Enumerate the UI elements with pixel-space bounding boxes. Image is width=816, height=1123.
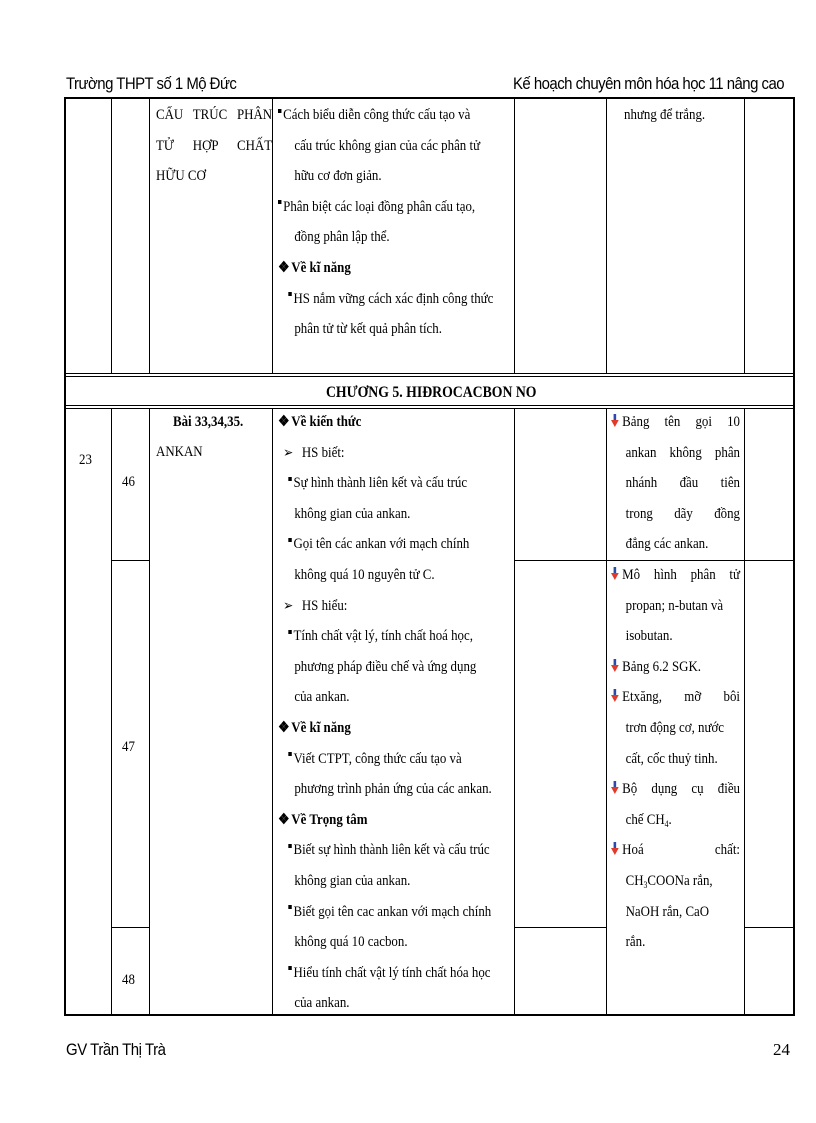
content-line: Phân biệt các loại đồng phân cấu tạo, [278,192,510,223]
content-line: Tính chất vật lý, tính chất hoá học, [278,621,519,652]
content-line: của ankan. [294,995,350,1012]
resource-line: rắn. [625,934,646,951]
resource-line: cất, cốc thuỷ tinh. [625,750,718,767]
content-line: cấu trúc không gian của các phân tử [294,137,481,154]
top-content [278,100,510,345]
content-line: Cách biểu diễn công thức cấu tạo và [278,100,510,131]
col-line [111,97,112,373]
week-number: 23 [79,452,92,468]
col-line [744,97,745,373]
col-line [149,97,150,373]
down-arrow-bullet-icon [611,842,619,855]
content-line: không quá 10 nguyên tử C. [294,566,435,583]
skills-heading: ❖ Về kĩ năng [278,259,351,276]
col-line [606,408,607,1015]
page-number: 24 [773,1040,790,1059]
col-line [111,408,112,1015]
content-line: Biết gọi tên cac ankan với mạch chính [278,897,519,928]
diamond-bullet-icon: ❖ [278,414,290,430]
lesson-content [278,407,519,1019]
diamond-bullet-icon: ❖ [278,259,290,276]
table-top-border [64,97,795,99]
understand-heading: ➢ HS hiểu: [283,597,348,614]
content-line: HS nắm vững cách xác định công thức [278,284,510,315]
focus-heading: ❖ Về Trọng tâm [278,811,368,828]
resource-line: propan; n-butan và [625,597,724,614]
resource-line: $CH_3COONa$ rắn, [625,872,713,890]
resource-line: Bảng tên gọi 10 [611,407,740,438]
title-line: HỮU CƠ [156,168,206,185]
resource-line: Mô hình phân tử [611,560,740,591]
table-right-border [793,97,795,1016]
resource-line: trơn động cơ, nước [625,719,725,736]
period-divider [744,927,795,928]
resource-line: Hoá chất: [611,835,740,866]
diamond-bullet-icon: ❖ [278,811,290,828]
resource-line: Bộ dụng cụ điều [611,774,740,805]
chapter-title: CHƯƠNG 5. HIĐROCACBON NO [326,384,537,401]
content-line: phân tử từ kết quả phân tích. [294,321,442,338]
know-heading: ➢ HS biết: [283,444,345,461]
resource-line: Etxăng, mỡ bôi [611,682,740,713]
teacher-name: GV Trần Thị Trà [66,1040,166,1059]
top-lesson-title [156,100,272,192]
resource-line: Bảng 6.2 SGK. [611,652,740,683]
period-number: 47 [122,739,135,755]
period-divider [111,927,149,928]
content-line: phương pháp điều chế và ứng dụng [294,658,477,675]
top-resources: nhưng để trắng. [624,107,706,123]
arrow-bullet-icon: ➢ [283,598,294,614]
period-number: 46 [122,474,135,490]
skills-heading: ❖ Về kĩ năng [278,719,351,736]
col-line [272,408,273,1015]
resource-line: isobutan. [625,628,673,645]
lesson-resources [611,407,740,958]
down-arrow-bullet-icon [611,689,619,702]
down-arrow-bullet-icon [611,414,619,427]
content-line: không quá 10 cacbon. [294,934,408,951]
period-divider [514,927,606,928]
content-line: hữu cơ đơn giản. [294,168,382,185]
resource-line: trong dãy đồng [625,505,740,522]
period-divider [514,560,606,561]
content-line: Hiểu tính chất vật lý tính chất hóa học [278,958,519,989]
col-line [272,97,273,373]
content-line: của ankan. [294,689,350,706]
school-name: Trường THPT số 1 Mộ Đức [66,74,237,93]
content-line: phương trình phản ứng của các ankan. [294,781,492,798]
content-line: không gian của ankan. [294,505,411,522]
col-line [514,97,515,373]
content-line: không gian của ankan. [294,872,411,889]
col-line [149,408,150,1015]
resource-line: ankan không phân [625,444,740,461]
content-line: Sự hình thành liên kết và cấu trúc [278,468,519,499]
title-line: TỬ HỢP CHẤT [156,137,273,154]
content-line: Gọi tên các ankan với mạch chính [278,529,519,560]
plan-title: Kế hoạch chuyên môn hóa học 11 nâng cao [512,74,784,93]
period-number: 48 [122,972,135,988]
arrow-bullet-icon: ➢ [283,445,294,461]
diamond-bullet-icon: ❖ [278,719,290,736]
col-line [606,97,607,373]
period-divider [111,560,149,561]
resource-line: chế $CH_4$. [625,811,672,829]
lesson-name: ANKAN [156,444,203,460]
content-line: Biết sự hình thành liên kết và cấu trúc [278,835,519,866]
title-line: CẤU TRÚC PHÂN [156,107,273,123]
resource-line: nhánh đầu tiên [625,475,740,492]
resource-line: đẳng các ankan. [625,536,709,553]
lesson-number: Bài 33,34,35. [173,414,244,430]
period-divider [744,560,795,561]
content-line: Viết CTPT, công thức cấu tạo và [278,744,519,775]
knowledge-heading: ❖ Về kiến thức [278,414,362,430]
down-arrow-bullet-icon [611,781,619,794]
col-line [744,408,745,1015]
resource-line: NaOH rắn, CaO [625,903,710,920]
content-line: đồng phân lập thể. [294,229,390,246]
down-arrow-bullet-icon [611,567,619,580]
section-divider [64,373,795,374]
down-arrow-bullet-icon [611,659,619,672]
table-left-border [64,97,66,1016]
